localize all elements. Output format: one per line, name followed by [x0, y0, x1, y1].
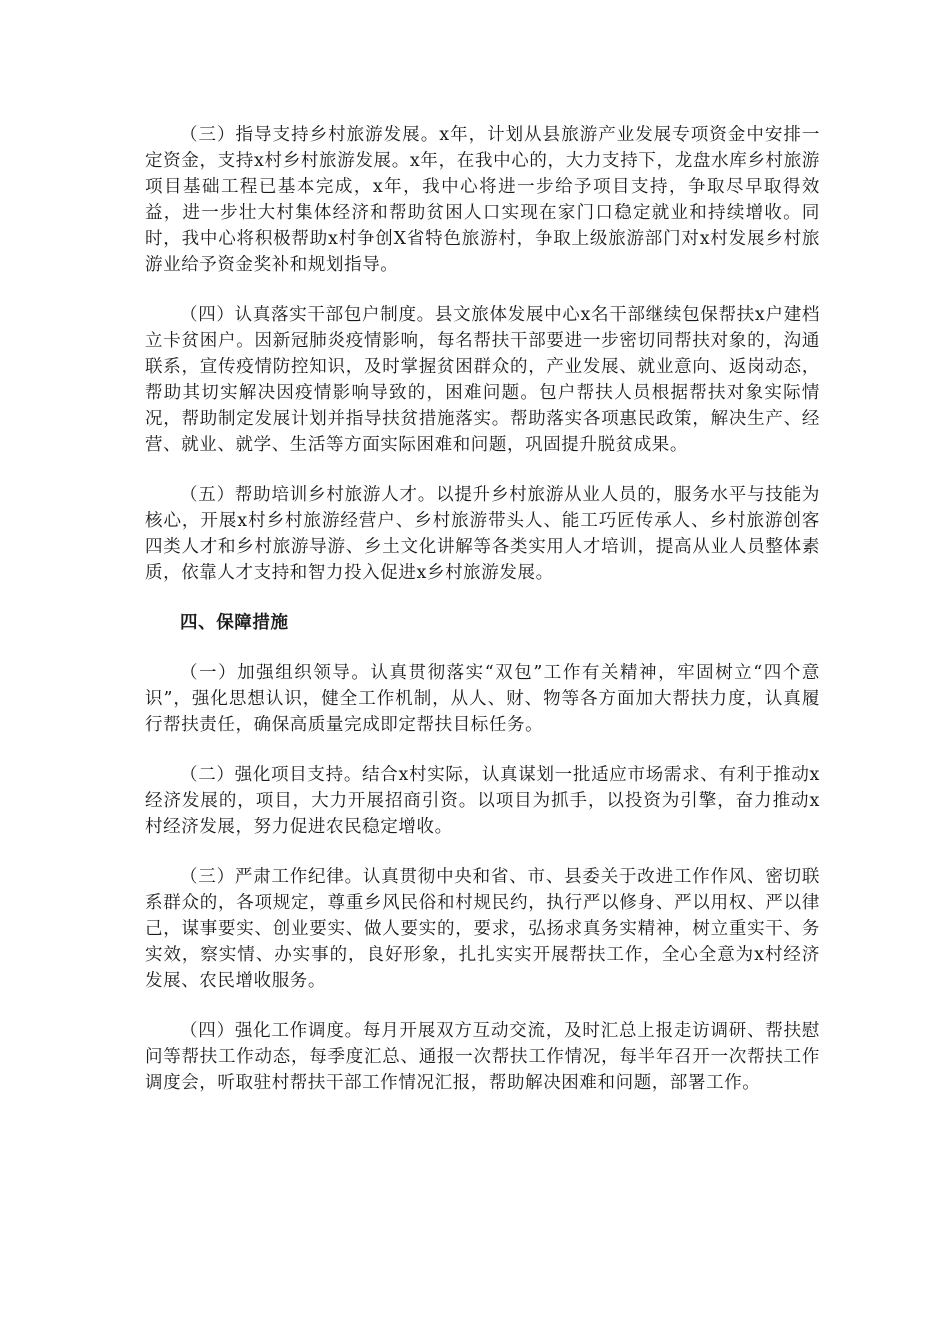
- paragraph-project-support: （二）强化项目支持。结合x村实际，认真谋划一批适应市场需求、有利于推动x经济发展的，项目，大力开展招商引资。以项目为抓手，以投资为引擎，奋力推动x村经济发展，努力促进农民稳定增收。: [145, 765, 820, 837]
- paragraph-work-scheduling: （四）强化工作调度。每月开展双方互动交流，及时汇总上报走访调研、帮扶慰问等帮扶工作动态，每季度汇总、通报一次帮扶工作情况，每半年召开一次帮扶工作调度会，听取驻村帮扶干部工作情况汇报，帮助解决困难和问题，部署工作。: [145, 1021, 820, 1093]
- section-heading: 四、保障措施: [180, 613, 289, 633]
- paragraph-talent-training: （五）帮助培训乡村旅游人才。以提升乡村旅游从业人员的，服务水平与技能为核心，开展x村乡村旅游经营户、乡村旅游带头人、能工巧匠传承人、乡村旅游创客四类人才和乡村旅游导游、乡土文化讲解等各类实用人才培训，提高从业人员整体素质，依靠人才支持和智力投入促进x乡村旅游发展。: [145, 485, 820, 583]
- paragraph-tourism-support: （三）指导支持乡村旅游发展。x年，计划从县旅游产业发展专项资金中安排一定资金，支持x村乡村旅游发展。x年，在我中心的，大力支持下，龙盘水库乡村旅游项目基础工程已基本完成，x年，我中心将进一步给予项目支持，争取尽早取得效益，进一步壮大村集体经济和帮助贫困人口实现在家门口稳定就业和持续增收。同时，我中心将积极帮助x村争创X省特色旅游村，争取上级旅游部门对x村发展乡村旅游业给予资金奖补和规划指导。: [145, 125, 820, 275]
- paragraph-cadre-household: （四）认真落实干部包户制度。县文旅体发展中心x名干部继续包保帮扶x户建档立卡贫困户。因新冠肺炎疫情影响，每名帮扶干部要进一步密切同帮扶对象的，沟通联系，宣传疫情防控知识，及时掌握贫困群众的，产业发展、就业意向、返岗动态，帮助其切实解决因疫情影响导致的，困难问题。包户帮扶人员根据帮扶对象实际情况，帮助制定发展计划并指导扶贫措施落实。帮助落实各项惠民政策，解决生产、经营、就业、就学、生活等方面实际困难和问题，巩固提升脱贫成果。: [145, 305, 820, 455]
- paragraph-work-discipline: （三）严肃工作纪律。认真贯彻中央和省、市、县委关于改进工作作风、密切联系群众的，各项规定，尊重乡风民俗和村规民约，执行严以修身、严以用权、严以律己，谋事要实、创业要实、做人要实的，要求，弘扬求真务实精神，树立重实干、务实效，察实情、办实事的，良好形象，扎扎实实开展帮扶工作，全心全意为x村经济发展、农民增收服务。: [145, 867, 820, 991]
- document-body: [145, 122, 820, 1120]
- paragraph-organization-leadership: （一）加强组织领导。认真贯彻落实“双包”工作有关精神，牢固树立“四个意识”，强化思想认识，健全工作机制，从人、财、物等各方面加大帮扶力度，认真履行帮扶责任，确保高质量完成即定帮扶目标任务。: [145, 663, 820, 735]
